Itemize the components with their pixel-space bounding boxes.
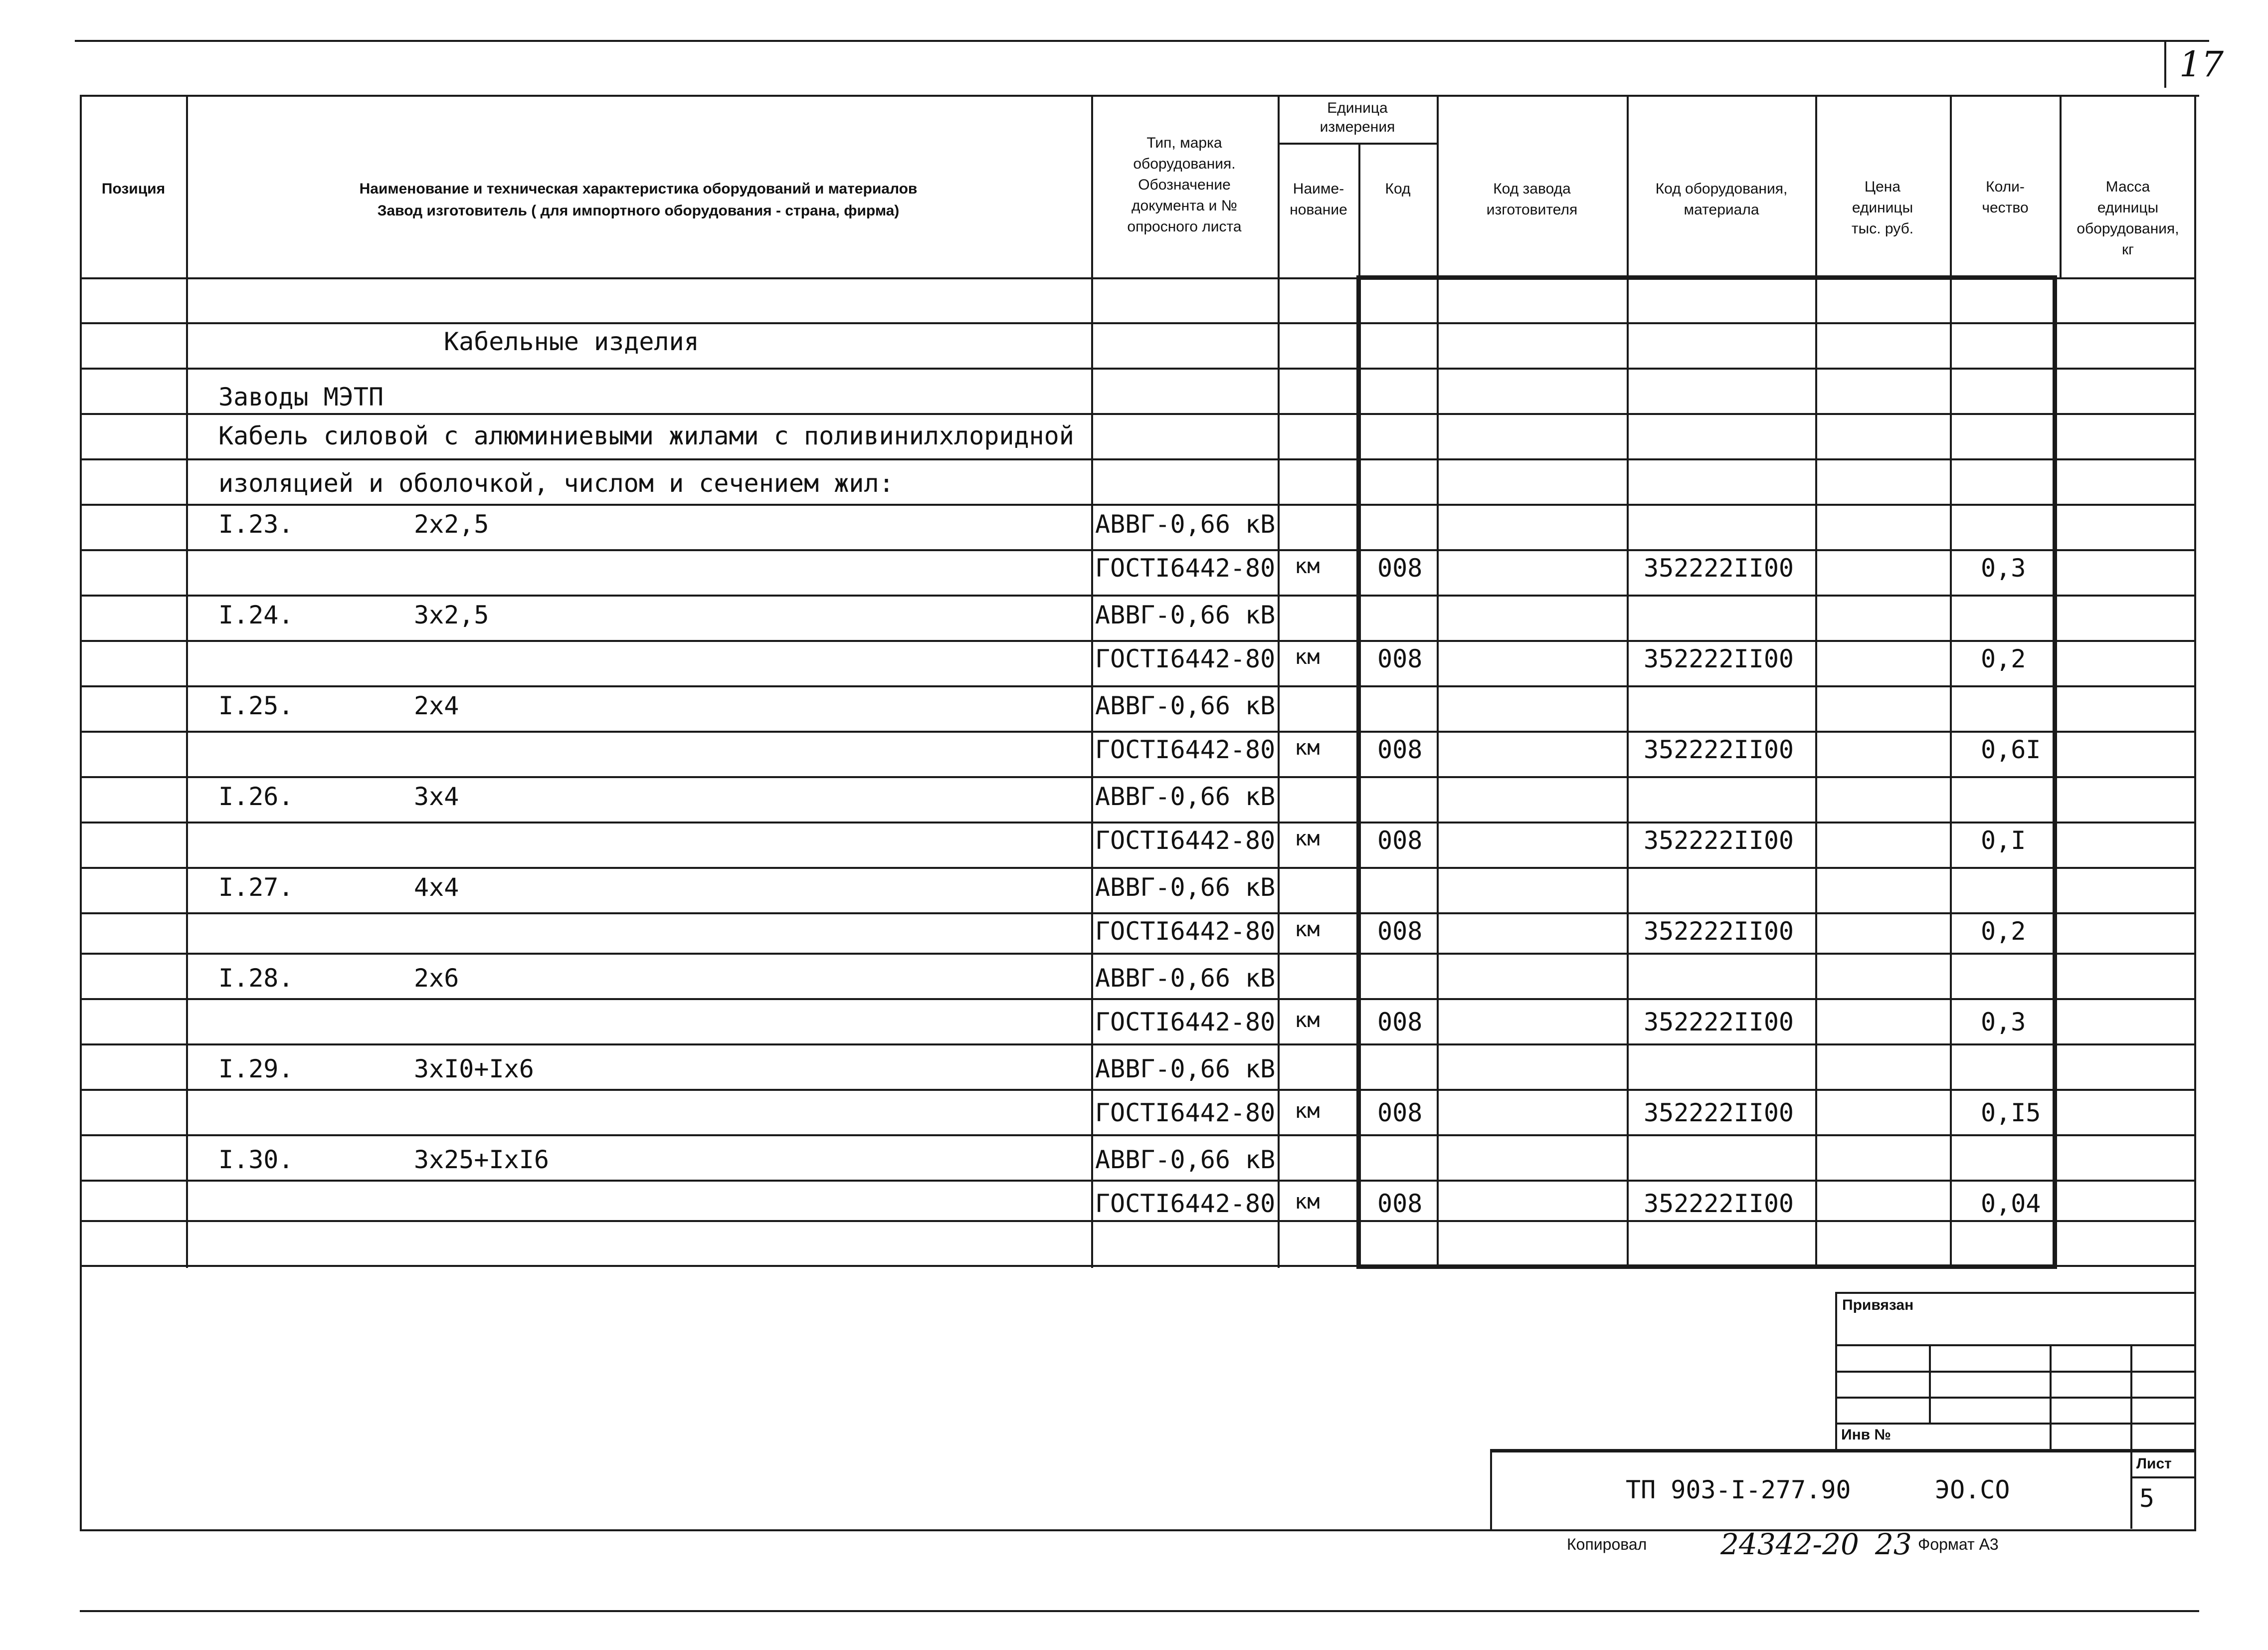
header-unit-line2: измерения xyxy=(1320,119,1395,135)
item-qty: 0,2 xyxy=(1981,917,2026,946)
bound-label: Привязан xyxy=(1842,1297,1914,1313)
item-section: 3х4 xyxy=(414,782,459,811)
stamp-line xyxy=(1835,1397,2194,1399)
header-mass-line1: Масса xyxy=(2105,179,2150,195)
item-doc: ГОСТI6442-80 xyxy=(1095,735,1276,764)
item-position: I.26. xyxy=(218,782,294,811)
doc-number: ТП 903-I-277.90 xyxy=(1626,1475,1851,1504)
item-section: 2х6 xyxy=(414,964,459,993)
item-qty: 0,3 xyxy=(1981,554,2026,583)
col-divider-code-body xyxy=(1437,277,1439,1267)
row-line xyxy=(80,640,2196,642)
item-type: АВВГ-0,66 кВ xyxy=(1095,691,1276,720)
header-type-line4: документа и № xyxy=(1132,198,1237,214)
copy-number: 24342-20 xyxy=(1720,1527,1859,1561)
item-doc: ГОСТI6442-80 xyxy=(1095,1008,1276,1036)
stamp-line xyxy=(1835,1423,2194,1425)
header-mass-line3: оборудования, xyxy=(2077,220,2179,237)
row-line xyxy=(80,1134,2196,1136)
item-equip-code: 352222II00 xyxy=(1644,1008,1794,1036)
item-qty: 0,I xyxy=(1981,826,2026,855)
thick-block-left xyxy=(1356,275,1361,1269)
header-equip-line2: материала xyxy=(1684,202,1759,218)
row-line xyxy=(80,504,2196,506)
row-line xyxy=(80,998,2196,1000)
stamp-line xyxy=(1835,1371,2194,1373)
row-line xyxy=(80,368,2196,370)
row-line xyxy=(80,322,2196,324)
col-divider-price-body xyxy=(1950,277,1952,1267)
header-price-line2: единицы xyxy=(1852,200,1913,216)
header-price-line1: Цена xyxy=(1864,179,1901,195)
header-factory-line1: Код завода xyxy=(1493,181,1571,197)
item-equip-code: 352222II00 xyxy=(1644,1189,1794,1218)
item-code: 008 xyxy=(1377,1008,1423,1036)
header-price-line3: тыс. руб. xyxy=(1851,220,1914,237)
item-doc: ГОСТI6442-80 xyxy=(1095,554,1276,583)
header-mass-line4: кг xyxy=(2121,241,2134,258)
header-type-line3: Обозначение xyxy=(1138,177,1231,193)
header-equip-line1: Код оборудования, xyxy=(1655,181,1788,197)
col-divider-name xyxy=(1091,95,1093,1268)
header-unit-name-line2: нование xyxy=(1290,202,1347,218)
header-factory-line2: изготовителя xyxy=(1486,202,1578,218)
item-code: 008 xyxy=(1377,554,1423,583)
row-line-last xyxy=(80,1265,2196,1267)
row-line xyxy=(80,822,2196,824)
doc-suffix: ЭО.СО xyxy=(1935,1475,2010,1504)
item-section: 3хI0+Iх6 xyxy=(414,1054,534,1083)
col-divider-unit-code-header xyxy=(1437,95,1439,277)
item-equip-code: 352222II00 xyxy=(1644,917,1794,946)
item-section: 2х4 xyxy=(414,691,459,720)
item-section: 4х4 xyxy=(414,873,459,902)
item-unit: км xyxy=(1295,826,1320,850)
item-position: I.28. xyxy=(218,964,294,993)
item-code: 008 xyxy=(1377,644,1423,673)
row-line xyxy=(80,1089,2196,1091)
item-position: I.25. xyxy=(218,691,294,720)
row-line xyxy=(80,685,2196,687)
corner-box-line xyxy=(2164,40,2166,88)
col-divider-unit-name-header xyxy=(1358,143,1360,277)
item-code: 008 xyxy=(1377,826,1423,855)
row-line xyxy=(80,1043,2196,1045)
section-title: Кабельные изделия xyxy=(444,327,699,356)
row-line xyxy=(80,413,2196,415)
header-qty-line1: Коли- xyxy=(1986,179,2025,195)
table-top-border xyxy=(80,95,2199,97)
sheet-label: Лист xyxy=(2136,1455,2172,1472)
stamp-col-line xyxy=(2130,1344,2132,1529)
item-position: I.24. xyxy=(218,601,294,629)
item-code: 008 xyxy=(1377,917,1423,946)
header-qty-line2: чество xyxy=(1982,200,2029,216)
copied-label: Копировал xyxy=(1567,1535,1647,1553)
inv-label: Инв № xyxy=(1841,1427,1891,1443)
col-divider-position xyxy=(186,95,188,1268)
row-line xyxy=(80,731,2196,733)
sheet-corner-number: 17 xyxy=(2179,44,2224,85)
item-qty: 0,6I xyxy=(1981,735,2041,764)
description-line1: Кабель силовой с алюминиевыми жилами с поливинилхлоридной xyxy=(218,421,1074,450)
item-section: 2х2,5 xyxy=(414,510,489,539)
row-line xyxy=(80,912,2196,914)
top-border-line xyxy=(75,40,2209,42)
item-position: I.23. xyxy=(218,510,294,539)
item-qty: 0,04 xyxy=(1981,1189,2041,1218)
item-unit: км xyxy=(1295,917,1320,941)
header-unit-code: Код xyxy=(1385,181,1411,197)
item-qty: 0,3 xyxy=(1981,1008,2026,1036)
item-position: I.30. xyxy=(218,1145,294,1174)
row-line xyxy=(80,776,2196,778)
header-name-line2: Завод изготовитель ( для импортного оборудования - страна, фирма) xyxy=(377,203,900,219)
col-divider-type xyxy=(1278,95,1280,1268)
item-unit: км xyxy=(1295,644,1320,669)
stamp-top-line xyxy=(1835,1292,2194,1294)
header-unit-name-line1: Наиме- xyxy=(1293,181,1344,197)
title-block-top xyxy=(1490,1449,2196,1452)
item-equip-code: 352222II00 xyxy=(1644,554,1794,583)
item-position: I.29. xyxy=(218,1054,294,1083)
row-line xyxy=(80,953,2196,955)
item-equip-code: 352222II00 xyxy=(1644,735,1794,764)
unit-header-subline xyxy=(1278,143,1437,145)
row-line xyxy=(80,1220,2196,1222)
item-type: АВВГ-0,66 кВ xyxy=(1095,510,1276,539)
item-type: АВВГ-0,66 кВ xyxy=(1095,782,1276,811)
format-label: Формат А3 xyxy=(1918,1535,1999,1553)
item-doc: ГОСТI6442-80 xyxy=(1095,1189,1276,1218)
item-doc: ГОСТI6442-80 xyxy=(1095,826,1276,855)
item-section: 3х2,5 xyxy=(414,601,489,629)
col-divider-equip xyxy=(1815,95,1817,1268)
item-qty: 0,I5 xyxy=(1981,1098,2041,1127)
bottom-line xyxy=(80,1610,2199,1612)
stamp-col-line xyxy=(1929,1344,1931,1424)
col-divider-factory xyxy=(1627,95,1629,1268)
description-line2: изоляцией и оболочкой, числом и сечением жил: xyxy=(218,469,894,498)
stamp-col-line xyxy=(2050,1344,2052,1451)
manufacturer-label: Заводы МЭТП xyxy=(218,383,384,412)
header-type-line5: опросного листа xyxy=(1127,218,1242,235)
item-position: I.27. xyxy=(218,873,294,902)
item-doc: ГОСТI6442-80 xyxy=(1095,644,1276,673)
item-type: АВВГ-0,66 кВ xyxy=(1095,601,1276,629)
item-code: 008 xyxy=(1377,1189,1423,1218)
header-bottom-line xyxy=(80,277,2196,279)
item-equip-code: 352222II00 xyxy=(1644,644,1794,673)
header-type-line1: Тип, марка xyxy=(1146,135,1222,151)
stamp-line xyxy=(1835,1344,2194,1346)
table-right-border xyxy=(2194,95,2196,1531)
sheet-box-line xyxy=(2130,1476,2196,1478)
item-unit: км xyxy=(1295,554,1320,578)
item-type: АВВГ-0,66 кВ xyxy=(1095,873,1276,902)
item-qty: 0,2 xyxy=(1981,644,2026,673)
item-section: 3х25+IхI6 xyxy=(414,1145,549,1174)
header-position: Позиция xyxy=(101,181,166,197)
item-unit: км xyxy=(1295,1189,1320,1214)
item-equip-code: 352222II00 xyxy=(1644,826,1794,855)
row-line xyxy=(80,595,2196,597)
header-unit-line1: Единица xyxy=(1327,100,1388,116)
row-line xyxy=(80,458,2196,460)
title-block-left xyxy=(1490,1449,1492,1531)
item-code: 008 xyxy=(1377,1098,1423,1127)
item-type: АВВГ-0,66 кВ xyxy=(1095,964,1276,993)
item-unit: км xyxy=(1295,735,1320,760)
item-code: 008 xyxy=(1377,735,1423,764)
table-left-border xyxy=(80,95,82,1531)
item-unit: км xyxy=(1295,1008,1320,1032)
thick-block-right xyxy=(2053,275,2057,1269)
item-type: АВВГ-0,66 кВ xyxy=(1095,1145,1276,1174)
header-name-line1: Наименование и техническая характеристика оборудований и материалов xyxy=(359,181,918,197)
header-type-line2: оборудования. xyxy=(1133,156,1236,172)
item-type: АВВГ-0,66 кВ xyxy=(1095,1054,1276,1083)
row-line xyxy=(80,1180,2196,1182)
row-line xyxy=(80,867,2196,869)
sheet-number: 5 xyxy=(2139,1484,2155,1513)
row-line xyxy=(80,549,2196,551)
item-unit: км xyxy=(1295,1098,1320,1123)
item-doc: ГОСТI6442-80 xyxy=(1095,917,1276,946)
item-equip-code: 352222II00 xyxy=(1644,1098,1794,1127)
header-mass-line2: единицы xyxy=(2097,200,2159,216)
item-doc: ГОСТI6442-80 xyxy=(1095,1098,1276,1127)
copy-sheet: 23 xyxy=(1875,1527,1912,1561)
